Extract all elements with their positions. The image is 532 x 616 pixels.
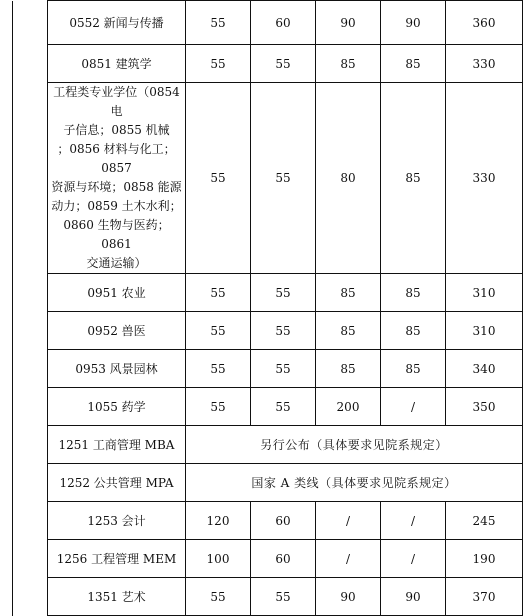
subject-cell: 1351 艺术 (48, 578, 186, 616)
score-table (12, 0, 523, 616)
score-cell: / (381, 388, 446, 426)
score-cell: 120 (186, 502, 251, 540)
score-cell: 60 (251, 1, 316, 45)
total-cell: 360 (446, 1, 523, 45)
total-cell: 190 (446, 540, 523, 578)
score-cell: 55 (251, 388, 316, 426)
score-cell: 90 (316, 1, 381, 45)
score-cell: 85 (316, 350, 381, 388)
score-cell: 90 (381, 578, 446, 616)
subject-cell: 0951 农业 (48, 274, 186, 312)
subject-cell: 1251 工商管理 MBA (48, 426, 186, 464)
score-cell: 90 (381, 1, 446, 45)
subject-cell: 0552 新闻与传播 (48, 1, 186, 45)
score-cell: / (316, 540, 381, 578)
total-cell: 330 (446, 45, 523, 83)
total-cell: 245 (446, 502, 523, 540)
score-cell: 85 (381, 83, 446, 274)
subject-cell: 0952 兽医 (48, 312, 186, 350)
subject-cell: 1055 药学 (48, 388, 186, 426)
score-cell: 85 (316, 45, 381, 83)
score-cell: 85 (316, 274, 381, 312)
table-row (13, 312, 523, 350)
subject-cell: 1256 工程管理 MEM (48, 540, 186, 578)
table-row (13, 502, 523, 540)
table-row (13, 578, 523, 616)
subject-cell: 1253 会计 (48, 502, 186, 540)
score-cell: 55 (186, 274, 251, 312)
note-cell: 另行公布（具体要求见院系规定） (186, 426, 523, 464)
score-cell: 55 (251, 350, 316, 388)
score-cell: 55 (186, 83, 251, 274)
score-cell: 85 (381, 274, 446, 312)
score-cell: 55 (186, 388, 251, 426)
score-cell: 55 (251, 578, 316, 616)
table-row (13, 1, 523, 45)
score-cell: / (381, 502, 446, 540)
table-row (13, 83, 523, 274)
score-cell: 85 (381, 45, 446, 83)
score-cell: 55 (186, 45, 251, 83)
table-row (13, 540, 523, 578)
score-cell: 85 (381, 312, 446, 350)
score-cell: / (381, 540, 446, 578)
score-cell: 100 (186, 540, 251, 578)
subject-cell: 工程类专业学位（0854 电 子信息；0855 机械 ；0856 材料与化工；0857 资源与环境；0858 能源 动力；0859 土木水利； 0860 生物与医药； 0861 交通运输） (48, 83, 186, 274)
table-row (13, 350, 523, 388)
score-cell: 55 (251, 45, 316, 83)
category-cell (13, 1, 48, 616)
score-cell: 60 (251, 502, 316, 540)
score-cell: 85 (381, 350, 446, 388)
score-cell: 60 (251, 540, 316, 578)
score-cell: 90 (316, 578, 381, 616)
subject-cell: 1252 公共管理 MPA (48, 464, 186, 502)
score-cell: 55 (251, 83, 316, 274)
subject-cell: 0851 建筑学 (48, 45, 186, 83)
score-cell: 200 (316, 388, 381, 426)
score-cell: 55 (186, 312, 251, 350)
score-cell: 55 (251, 312, 316, 350)
score-cell: 80 (316, 83, 381, 274)
score-cell: 55 (251, 274, 316, 312)
total-cell: 310 (446, 312, 523, 350)
total-cell: 310 (446, 274, 523, 312)
total-cell: 340 (446, 350, 523, 388)
table-row (13, 464, 523, 502)
table-row (13, 388, 523, 426)
table-row (13, 274, 523, 312)
total-cell: 330 (446, 83, 523, 274)
subject-cell: 0953 风景园林 (48, 350, 186, 388)
table-row (13, 426, 523, 464)
score-cell: / (316, 502, 381, 540)
total-cell: 370 (446, 578, 523, 616)
score-cell: 85 (316, 312, 381, 350)
total-cell: 350 (446, 388, 523, 426)
score-cell: 55 (186, 350, 251, 388)
score-cell: 55 (186, 578, 251, 616)
note-cell: 国家 A 类线（具体要求见院系规定） (186, 464, 523, 502)
score-cell: 55 (186, 1, 251, 45)
table-row (13, 45, 523, 83)
